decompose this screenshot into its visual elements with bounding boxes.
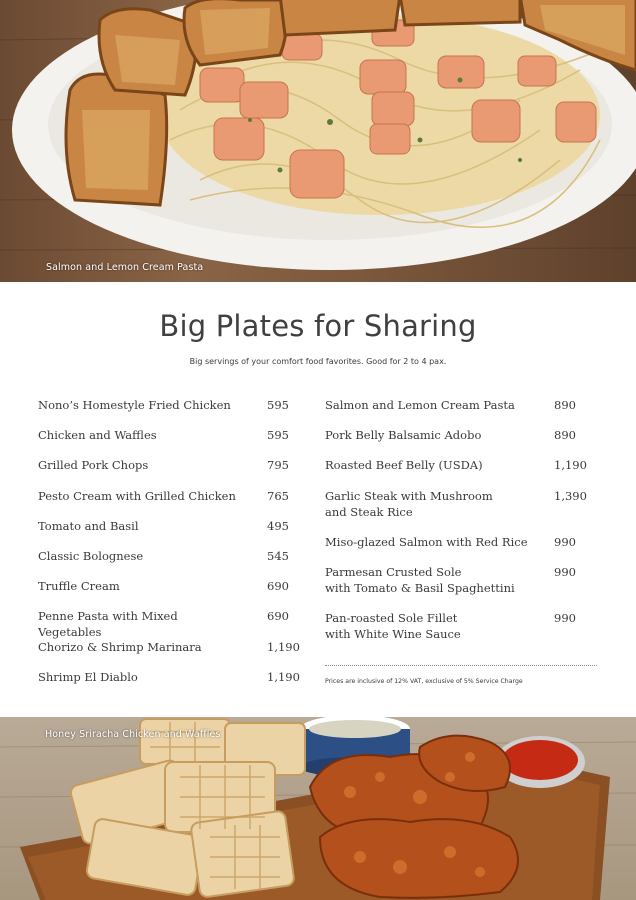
menu-item (38, 578, 300, 608)
menu-item-name: Parmesan Crusted Sole (325, 564, 462, 579)
menu-item (38, 518, 300, 548)
menu-item-price: 990 (554, 534, 576, 549)
menu-item (325, 457, 595, 487)
menu-item-name: Shrimp El Diablo (38, 669, 138, 684)
menu-item-price: 1,190 (267, 639, 300, 654)
menu-item-name: Classic Bolognese (38, 548, 144, 563)
menu-item (38, 608, 300, 638)
menu-item-price: 795 (267, 458, 289, 473)
section-subtitle: Big servings of your comfort food favorites. Good for 2 to 4 pax. (189, 357, 447, 366)
menu-item (325, 610, 595, 656)
menu-item-name: Salmon and Lemon Cream Pasta (325, 398, 515, 412)
menu-item (325, 427, 595, 457)
menu-item (38, 427, 300, 457)
pasta-plate-illustration (0, 0, 636, 282)
menu-item-name-line2: with White Wine Sauce (325, 626, 461, 641)
menu-item (38, 397, 300, 427)
menu-item-name: Truffle Cream (38, 579, 120, 594)
menu-item-name: Chorizo & Shrimp Marinara (38, 639, 202, 654)
menu-item-price: 1,390 (554, 488, 587, 503)
menu-item-price: 545 (267, 548, 289, 563)
section-title: Big Plates for Sharing (159, 309, 477, 343)
menu-item-price: 690 (267, 579, 289, 594)
menu-item-name: Roasted Beef Belly (USDA) (325, 458, 483, 473)
menu-item (325, 564, 595, 610)
menu-item (38, 548, 300, 578)
menu-item-name: Chicken and Waffles (38, 428, 157, 443)
menu-item (38, 639, 300, 669)
menu-column-left (38, 397, 300, 699)
menu-item-price: 495 (267, 518, 289, 533)
menu-column-right (325, 397, 595, 656)
menu-item-name-line2: with Tomato & Basil Spaghettini (325, 580, 515, 595)
menu-item (38, 457, 300, 487)
menu-item-name: Pesto Cream with Grilled Chicken (38, 488, 236, 503)
menu-item-name: Tomato and Basil (38, 518, 139, 533)
hero-photo-chicken-waffles (0, 717, 636, 900)
menu-item (38, 488, 300, 518)
menu-item (325, 488, 595, 534)
menu-item-name: Grilled Pork Chops (38, 458, 149, 473)
menu-item-price: 595 (267, 428, 289, 443)
menu-item-name: Pork Belly Balsamic Adobo (325, 428, 482, 443)
top-photo-caption: Salmon and Lemon Cream Pasta (46, 262, 204, 273)
dotted-divider (325, 665, 597, 666)
menu-item-price: 595 (267, 398, 289, 412)
menu-item-price: 990 (554, 564, 576, 579)
menu-item (325, 397, 595, 427)
hero-photo-salmon-pasta (0, 0, 636, 282)
menu-item-name: Pan-roasted Sole Fillet (325, 610, 458, 625)
chicken-waffles-illustration (0, 717, 636, 900)
menu-item-price: 765 (267, 488, 289, 503)
menu-item-name: Penne Pasta with Mixed Vegetables (38, 609, 178, 640)
menu-item (38, 669, 300, 699)
menu-item-price: 690 (267, 609, 289, 624)
price-footnote: Prices are inclusive of 12% VAT, exclusive of 5% Service Charge (325, 678, 523, 685)
menu-item-price: 890 (554, 398, 576, 412)
menu-item-price: 990 (554, 610, 576, 625)
menu-item-price: 1,190 (554, 458, 587, 473)
bottom-photo-caption: Honey Sriracha Chicken and Waffles (45, 729, 221, 740)
menu-item-name: Miso-glazed Salmon with Red Rice (325, 534, 528, 549)
menu-item-name: Garlic Steak with Mushroom (325, 488, 493, 503)
menu-item (325, 534, 595, 564)
menu-item-name: Nono’s Homestyle Fried Chicken (38, 398, 231, 412)
menu-item-name-line2: and Steak Rice (325, 504, 413, 519)
menu-item-price: 1,190 (267, 669, 300, 684)
menu-item-price: 890 (554, 428, 576, 443)
